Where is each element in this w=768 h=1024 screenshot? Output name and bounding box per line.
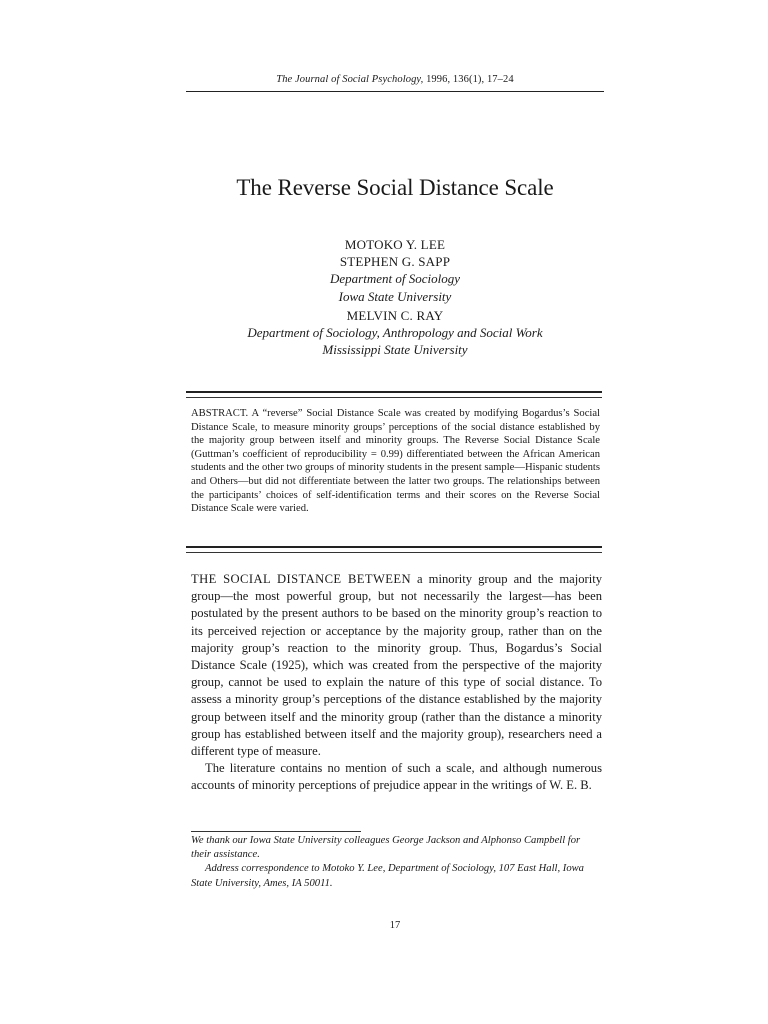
body-paragraph: The literature contains no mention of such a scale, and although numerous accounts of minority perceptions of prejudice appear in the writings of W. E. B. (191, 761, 602, 793)
abstract-top-rule-thin (186, 397, 602, 398)
body-text (191, 571, 602, 795)
article-title: The Reverse Social Distance Scale (236, 175, 554, 200)
abstract-bottom-rule-thick (186, 546, 602, 548)
journal-citation: 1996, 136(1), 17–24 (423, 74, 514, 85)
author-affiliation: Iowa State University (338, 288, 452, 304)
journal-header (186, 74, 604, 85)
body-paragraph (191, 571, 602, 760)
acknowledgment-note: We thank our Iowa State University colleagues George Jackson and Alphonso Campbell for their assistance. (191, 835, 581, 861)
abstract-bottom-rule-thin (186, 552, 602, 553)
author-affiliation: Department of Sociology, Anthropology and Social Work (247, 325, 543, 341)
author-affiliation: Mississippi State University (322, 342, 468, 358)
lead-in-caps: THE SOCIAL DISTANCE BETWEEN (191, 572, 411, 586)
journal-name: The Journal of Social Psychology, (276, 74, 424, 85)
abstract: ABSTRACT. A “reverse” Social Distance Scale was created by modifying Bogardus’s Social Distance Scale, to measure minority groups’ perceptions of the social distance established by the majority group between itself and minority groups. The Reverse Social Distance Scale (Guttman’s coefficient of reproducibility = 0.99) differentiated between the African American students and the other two groups of minority students in the present sample—Hispanic students and Others—but did not differentiate between the latter two groups. The relationships between the participants’ choices of self-identification terms and their scores on the Reverse Social Distance Scale were varied. (191, 408, 600, 515)
paragraph-text: a minority group and the majority group—the most powerful group, but not necessarily the largest—has been postulated by the present authors to be based on the minority group’s reaction to its perceived rejection or acceptance by the majority group, rather than on the majority group’s reaction to the minority group. Thus, Bogardus’s Social Distance Scale (1925), which was created from the perspective of the majority group, cannot be used to explain the nature of this type of social distance. To assess a minority group’s perceptions of the distance established by the majority group between itself and the minority group (rather than the distance a minority group has established between itself and the majority group), researchers need a different type of measure. (191, 572, 602, 759)
author-name: MELVIN C. RAY (346, 307, 444, 323)
footnote-rule (191, 831, 361, 832)
header-rule (186, 91, 604, 92)
byline (186, 236, 604, 358)
page-number: 17 (389, 920, 401, 931)
author-affiliation: Department of Sociology (330, 271, 460, 287)
footnotes (191, 834, 602, 891)
author-name: STEPHEN G. SAPP (339, 254, 451, 270)
abstract-top-rule-thick (186, 391, 602, 393)
author-name: MOTOKO Y. LEE (344, 237, 446, 252)
correspondence-note: Address correspondence to Motoko Y. Lee, Department of Sociology, 107 East Hall, Iowa State University, Ames, IA 50011. (191, 863, 584, 889)
